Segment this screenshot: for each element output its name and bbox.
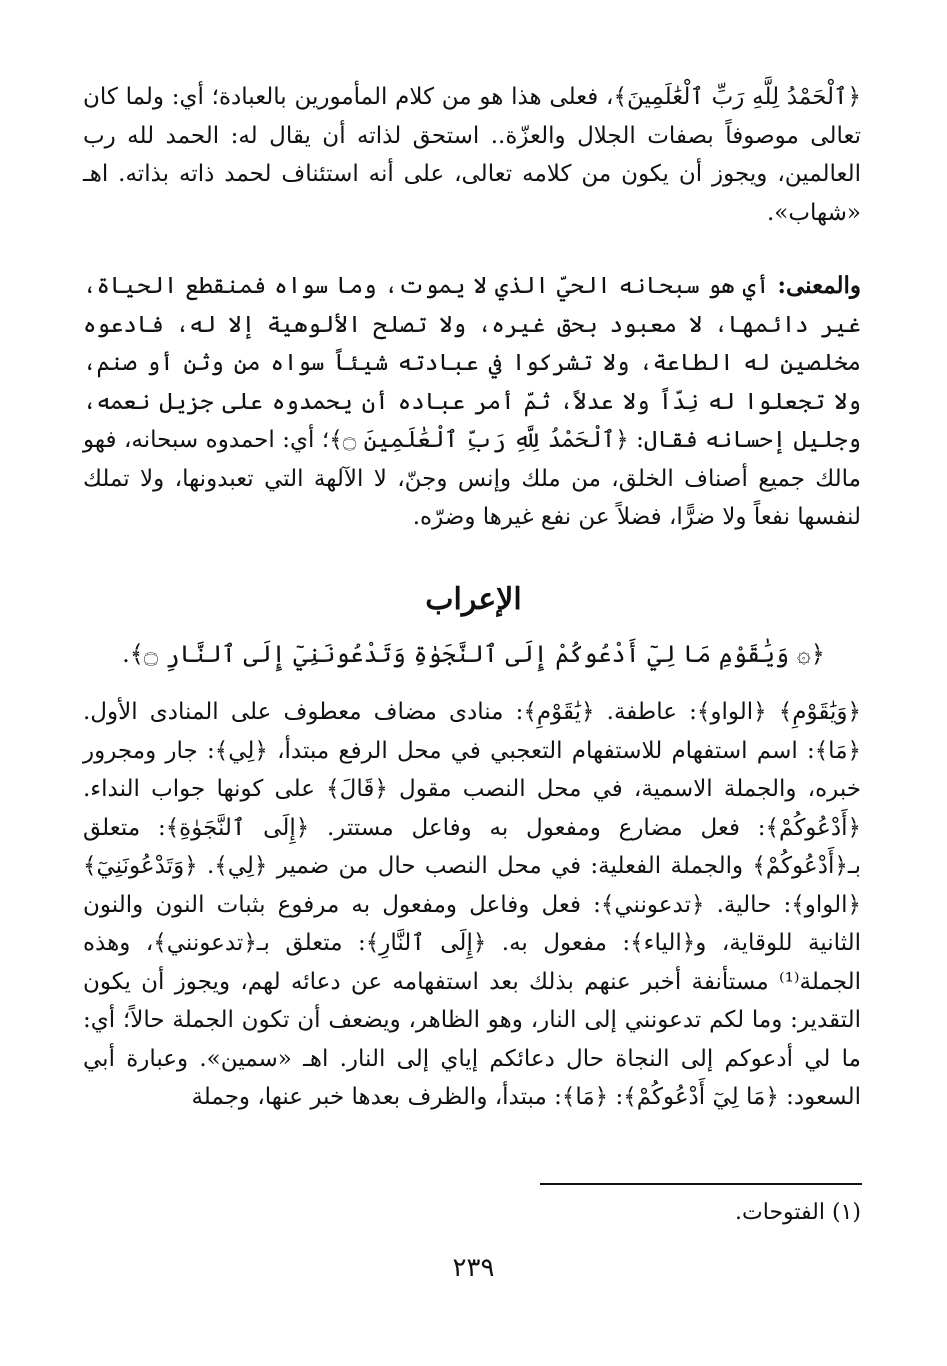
section-heading-irab: الإعراب <box>425 582 522 617</box>
paragraph-meaning <box>83 267 861 537</box>
footnote-divider <box>540 1183 862 1185</box>
paragraph-hamd-commentary <box>83 78 861 232</box>
paragraph-2-text: أي هو سبحانه الحيّ الذي لا يموت، وما سواه فمنقطع الحياة، غير دائمها، لا معبود بحق غيره، ولا تصلح الألوهية إلا له، فادعوه مخلصين له الطاعة، ولا تشركوا في عبادته شيئاً سواه من وثن أو صنم، ولا تجعلوا له نِدّاً ولا عدلاً، ثمّ أمر عباده أن يحمدوه على جزيل نعمه، وجليل إحسانه فقال: ﴿ٱلْحَمْدُ لِلَّهِ رَبِّ ٱلْعَٰلَمِينَ ۝﴾؛ أي: احمدوه سبحانه، فهو مالك جميع أصناف الخلق، من ملك وإنس وجنّ، لا الآلهة التي تعبدونها، ولا تملك لنفسها نفعاً ولا ضرًّا، فضلاً عن نفع غيرها وضرّه. <box>83 273 861 530</box>
paragraph-1-text: ﴿ٱلْحَمْدُ لِلَّهِ رَبِّ ٱلْعَٰلَمِينَ﴾، فعلى هذا هو من كلام المأمورين بالعبادة؛ أي: ولما كان تعالى موصوفاً بصفات الجلال والعزّة.. استحق لذاته أن يقال له: الحمد لله رب العالمين، ويجوز أن يكون من كلامه تعالى، على أنه استئناف لحمد ذاته بذاته. اهـ «شهاب». <box>83 84 861 226</box>
meaning-label: والمعنى: <box>777 272 861 299</box>
page-number: ٢٣٩ <box>452 1253 495 1283</box>
paragraph-irab-analysis <box>83 693 861 1117</box>
paragraph-3-text: ﴿وَيَٰقَوْمِ﴾ ﴿الواو﴾: عاطفة. ﴿يَٰقَوْمِ﴾: منادى مضاف معطوف على المنادى الأول. ﴿مَا﴾: اسم استفهام للاستفهام التعجبي في محل الرفع مبتدأ، ﴿لِي﴾: جار ومجرور خبره، والجملة الاسمية، في محل النصب مقول ﴿قَالَ﴾ على كونها جواب النداء. ﴿أَدْعُوكُمْ﴾: فعل مضارع ومفعول به وفاعل مستتر. ﴿إِلَى ٱلنَّجَوٰةِ﴾: متعلق بـ﴿أَدْعُوكُمْ﴾ والجملة الفعلية: في محل النصب حال من ضمير ﴿لِي﴾. ﴿وَتَدْعُونَنِيٓ﴾ ﴿الواو﴾: حالية. ﴿تدعونني﴾: فعل وفاعل ومفعول به مرفوع بثبات النون والنون الثانية للوقاية، و﴿الياء﴾: مفعول به. ﴿إِلَى ٱلنَّارِ﴾: متعلق بـ﴿تدعونني﴾، وهذه الجملة⁽¹⁾ مستأنفة أخبر عنهم بذلك بعد استفهامه عن دعائه لهم، ويجوز أن يكون التقدير: وما لكم تدعونني إلى النار، وهو الظاهر، ويضعف أن تكون الجملة حالاً؛ أي: ما لي أدعوكم إلى النجاة حال دعائكم إياي إلى النار. اهـ «سمين». وعبارة أبي السعود: ﴿مَا لِيٓ أَدْعُوكُمْ﴾: ﴿مَا﴾: مبتدأ، والظرف بعدها خبر عنها، وجملة <box>83 699 861 1110</box>
quran-verse: ﴿۞ وَيَٰقَوْمِ مَا لِيٓ أَدْعُوكُمْ إِلَى ٱلنَّجَوٰةِ وَتَدْعُونَنِيٓ إِلَى ٱلنَّارِ ۝﴾. <box>122 640 825 668</box>
footnote: (١) الفتوحات. <box>735 1200 861 1225</box>
